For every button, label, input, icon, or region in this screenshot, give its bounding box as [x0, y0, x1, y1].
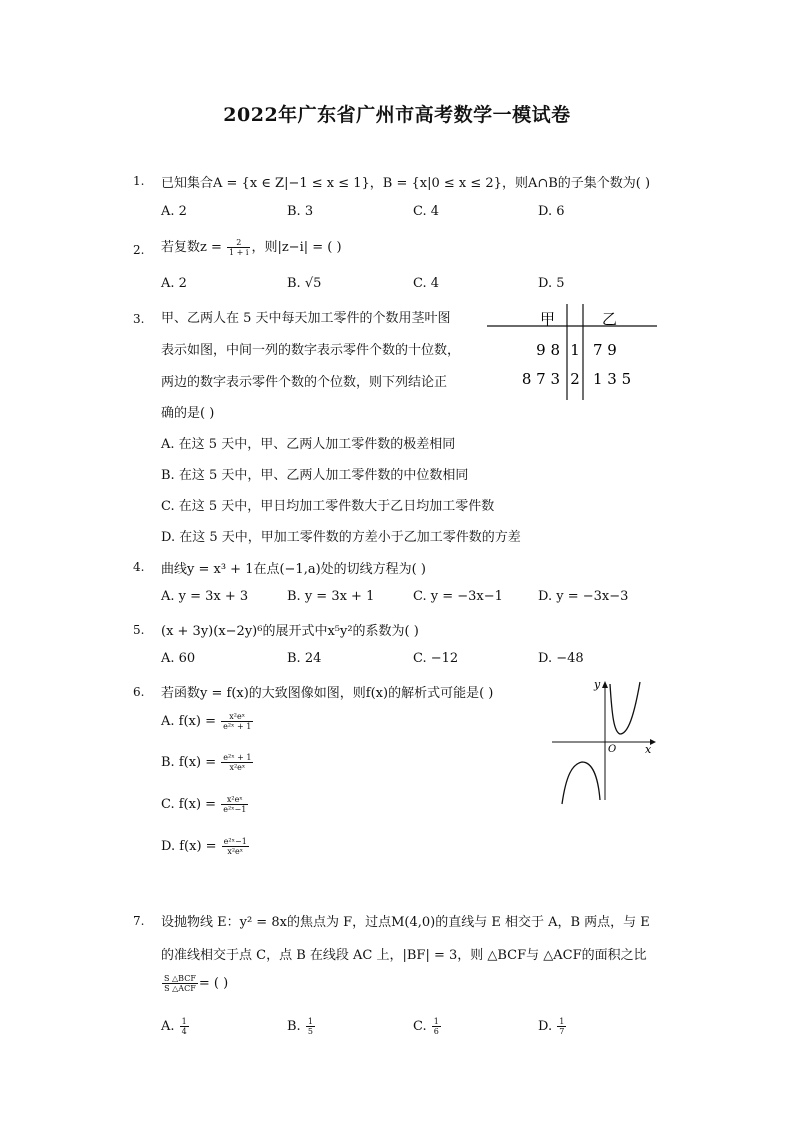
- fraction-denominator: 1 + i: [229, 248, 249, 257]
- page-title: 2022年广东省广州市高考数学一模试卷: [223, 104, 571, 126]
- option-b: B. 在这 5 天中，甲、乙两人加工零件数的中位数相同: [161, 468, 469, 483]
- option-b: [161, 753, 254, 772]
- fraction-numerator: 1: [559, 1017, 565, 1026]
- stem-leaf-plot: [485, 298, 660, 404]
- option-b: B. √5: [287, 276, 322, 291]
- fraction-denominator: x²eˣ: [227, 847, 244, 856]
- question-text-line: 的准线相交于点 C，点 B 在线段 AC 上，|BF| = 3，则 △BCF与 △ACF的面积之比: [161, 948, 647, 963]
- question-text-line: 甲、乙两人在 5 天中每天加工零件的个数用茎叶图: [161, 311, 451, 326]
- option-c: [161, 795, 249, 814]
- question-number: 1.: [133, 174, 145, 188]
- stem-leaf-row1-left: 9 8: [536, 341, 560, 359]
- question-text: 若函数y = f(x)的大致图像如图，则f(x)的解析式可能是( ): [161, 686, 494, 701]
- fraction-numerator: 1: [307, 1017, 313, 1026]
- option-label: C.: [413, 1019, 427, 1034]
- option-a: A. 在这 5 天中，甲、乙两人加工零件数的极差相同: [161, 437, 456, 452]
- option-label: D.: [538, 1019, 553, 1034]
- question-text-line: 设抛物线 E：y² = 8x的焦点为 F，过点M(4,0)的直线与 E 相交于 A，B 两点，与 E: [161, 915, 650, 930]
- stem-leaf-left-label: 甲: [540, 310, 556, 328]
- option-d: D. 6: [538, 204, 565, 219]
- option-c: C. 4: [413, 204, 440, 219]
- origin-label: O: [608, 744, 617, 755]
- question-text-line: 两边的数字表示零件个数的个位数，则下列结论正: [161, 375, 448, 390]
- stem-leaf-row1-stem: 1: [570, 341, 580, 359]
- option-label: C. f(x) =: [161, 797, 221, 812]
- option-a: A. 2: [161, 276, 187, 291]
- fraction: [221, 795, 248, 814]
- question-text-post: ，则|z−i| = ( ): [251, 240, 342, 255]
- option-c: [413, 1017, 442, 1036]
- option-d: D. 5: [538, 276, 565, 291]
- fraction: [180, 1017, 189, 1036]
- question-text-post: = ( ): [198, 976, 229, 991]
- fraction-denominator: 6: [433, 1027, 439, 1036]
- question-number: 4.: [133, 560, 145, 574]
- option-d: [538, 1017, 567, 1036]
- fraction-numerator: e²ˣ + 1: [223, 753, 252, 762]
- left-branch-curve: [562, 762, 600, 804]
- fraction-numerator: S △BCF: [164, 974, 196, 983]
- question-text-line: 表示如图，中间一列的数字表示零件个数的十位数，: [161, 343, 461, 358]
- option-d: D. −48: [538, 651, 584, 666]
- area-ratio-expression: [161, 974, 228, 993]
- option-d: D. y = −3x−3: [538, 589, 629, 604]
- option-d: D. 在这 5 天中，甲加工零件数的方差小于乙加工零件数的方差: [161, 530, 521, 545]
- fraction: [227, 238, 250, 257]
- option-c: C. y = −3x−1: [413, 589, 503, 604]
- question-number: 2.: [133, 243, 145, 257]
- fraction-denominator: e²ˣ + 1: [223, 722, 252, 731]
- fraction: [221, 753, 253, 772]
- option-a: A. y = 3x + 3: [161, 589, 249, 604]
- question-text: [161, 236, 342, 257]
- option-label: B.: [287, 1019, 301, 1034]
- question-number: 3.: [133, 312, 145, 326]
- option-c: C. −12: [413, 651, 459, 666]
- fraction-denominator: S △ACF: [164, 984, 196, 993]
- y-axis-arrow: [602, 681, 608, 688]
- fraction: [221, 712, 253, 731]
- fraction: [557, 1017, 566, 1036]
- option-d: [161, 837, 250, 856]
- question-number: 6.: [133, 685, 145, 699]
- fraction-denominator: 5: [307, 1027, 313, 1036]
- option-label: B. f(x) =: [161, 755, 221, 770]
- option-b: B. 24: [287, 651, 322, 666]
- fraction: [306, 1017, 315, 1036]
- stem-leaf-row1-right: 7 9: [593, 341, 617, 359]
- question-number: 5.: [133, 623, 145, 637]
- option-a: [161, 712, 254, 731]
- function-graph: [550, 676, 660, 806]
- option-a: [161, 1017, 190, 1036]
- option-c: C. 在这 5 天中，甲日均加工零件数大于乙日均加工零件数: [161, 499, 495, 514]
- fraction: [222, 837, 249, 856]
- fraction-numerator: 2: [227, 238, 250, 248]
- option-b: B. 3: [287, 204, 314, 219]
- fraction-numerator: x²eˣ: [221, 712, 253, 722]
- stem-leaf-row2-right: 1 3 5: [593, 370, 632, 388]
- question-text: (x + 3y)(x−2y)⁶的展开式中x⁵y²的系数为( ): [161, 624, 419, 639]
- fraction-numerator: 1: [181, 1017, 187, 1026]
- stem-leaf-row2-left: 8 7 3: [521, 370, 560, 388]
- fraction-numerator: e²ˣ−1: [223, 837, 247, 846]
- fraction-denominator: e²ˣ−1: [223, 805, 247, 814]
- option-b: B. y = 3x + 1: [287, 589, 375, 604]
- fraction-denominator: x²eˣ: [229, 763, 246, 772]
- stem-leaf-row2-stem: 2: [570, 370, 580, 388]
- option-c: C. 4: [413, 276, 440, 291]
- option-b: [287, 1017, 316, 1036]
- option-a: A. 2: [161, 204, 187, 219]
- fraction-denominator: 7: [559, 1027, 565, 1036]
- question-text-line: 确的是( ): [161, 406, 215, 421]
- question-text: 曲线y = x³ + 1在点(−1,a)处的切线方程为( ): [161, 562, 426, 577]
- right-branch-curve: [610, 682, 640, 734]
- fraction: [162, 974, 198, 993]
- fraction-numerator: 1: [433, 1017, 439, 1026]
- question-number: 7.: [133, 914, 145, 928]
- question-text: 已知集合A = {x ∈ Z|−1 ≤ x ≤ 1}，B = {x|0 ≤ x ≤ 2}，则A∩B的子集个数为( ): [161, 176, 651, 191]
- fraction-denominator: 4: [181, 1027, 187, 1036]
- y-axis-label: y: [594, 678, 601, 691]
- stem-leaf-right-label: 乙: [602, 310, 618, 328]
- fraction: [432, 1017, 441, 1036]
- option-label: D. f(x) =: [161, 839, 221, 854]
- fraction-numerator: x²eˣ: [221, 795, 248, 805]
- question-text-pre: 若复数z =: [161, 240, 227, 255]
- option-label: A.: [161, 1019, 175, 1034]
- x-axis-label: x: [645, 743, 652, 756]
- option-a: A. 60: [161, 651, 196, 666]
- option-label: A. f(x) =: [161, 714, 221, 729]
